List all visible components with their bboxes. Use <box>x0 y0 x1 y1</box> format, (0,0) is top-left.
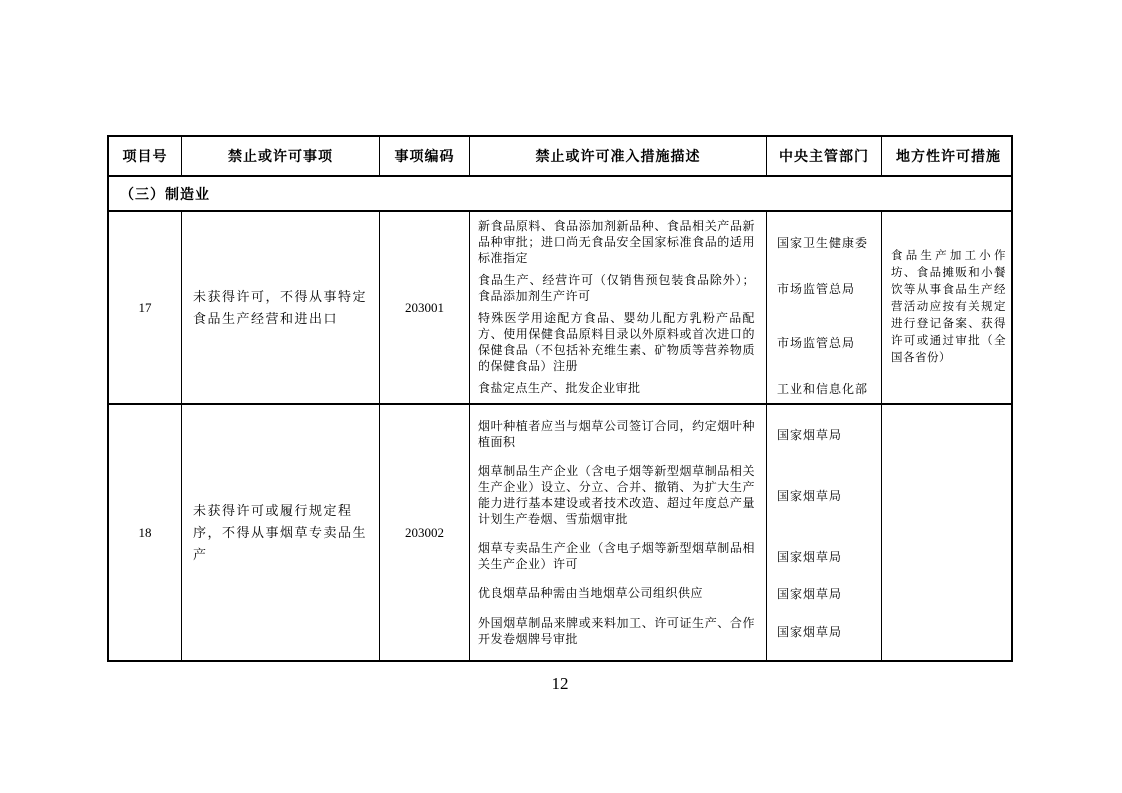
row-item-code: 203001 <box>380 212 470 403</box>
row-measures-and-departments <box>470 405 882 660</box>
section-title: （三）制造业 <box>120 187 210 203</box>
measure-description: 特殊医学用途配方食品、婴幼儿配方乳粉产品配方、使用保健食品原料目录以外原料或首次进口的保健食品（不包括补充维生素、矿物质等营养物质的保健食品）注册 <box>478 311 755 373</box>
central-department: 市场监管总局 <box>777 335 856 350</box>
negative-list-table <box>107 135 1013 662</box>
measure-description: 外国烟草制品来牌或来料加工、许可证生产、合作开发卷烟牌号审批 <box>478 616 755 646</box>
col-header-item-no: 项目号 <box>109 137 182 175</box>
col-header-local-measures: 地方性许可措施 <box>896 150 1001 165</box>
measure-description: 新食品原料、食品添加剂新品种、食品相关产品新品种审批；进口尚无食品安全国家标准食品的适用标准指定 <box>478 219 755 265</box>
central-department: 国家烟草局 <box>777 624 843 639</box>
measure-description: 烟叶种植者应当与烟草公司签订合同，约定烟叶种植面积 <box>478 419 755 449</box>
row-item-no: 17 <box>109 212 182 403</box>
measures-grid <box>470 212 881 403</box>
row-local-measures <box>882 405 1015 660</box>
measure-description: 优良烟草品种需由当地烟草公司组织供应 <box>478 586 704 600</box>
section-row-manufacturing <box>109 177 1011 212</box>
row-item-code: 203002 <box>380 405 470 660</box>
measures-grid <box>470 405 881 660</box>
central-department: 国家烟草局 <box>777 427 843 442</box>
measure-description: 食品生产、经营许可（仅销售预包装食品除外）；食品添加剂生产许可 <box>478 273 755 303</box>
col-header-item-code: 事项编码 <box>380 137 470 175</box>
measure-description: 烟草专卖品生产企业（含电子烟等新型烟草制品相关生产企业）许可 <box>478 541 755 571</box>
row-item-no: 18 <box>109 405 182 660</box>
col-header-measure-description: 禁止或许可准入措施描述 <box>470 137 767 175</box>
page-number: 12 <box>551 674 569 693</box>
measure-description: 烟草制品生产企业（含电子烟等新型烟草制品相关生产企业）设立、分立、合并、撤销、为扩大生产能力进行基本建设或者技术改造、超过年度总产量计划生产卷烟、雪茄烟审批 <box>478 464 755 526</box>
row-local-measures: 食品生产加工小作坊、食品摊贩和小餐饮等从事食品生产经营活动应按有关规定进行登记备案、获得许可或通过审批（全国各省份） <box>891 250 1006 364</box>
row-measures-and-departments <box>470 212 882 403</box>
central-department: 国家卫生健康委 <box>777 235 869 250</box>
col-header-prohibited-item: 禁止或许可事项 <box>182 137 380 175</box>
col-header-central-department: 中央主管部门 <box>767 137 882 175</box>
measure-description: 食盐定点生产、批发企业审批 <box>478 381 641 395</box>
central-department: 工业和信息化部 <box>777 382 869 396</box>
central-department: 国家烟草局 <box>777 488 843 503</box>
central-department: 市场监管总局 <box>777 281 856 296</box>
table-row <box>109 405 1011 660</box>
row-prohibited-item: 未获得许可或履行规定程序，不得从事烟草专卖品生产 <box>182 405 380 660</box>
central-department: 国家烟草局 <box>777 549 843 564</box>
central-department: 国家烟草局 <box>777 587 843 601</box>
row-prohibited-item: 未获得许可，不得从事特定食品生产经营和进出口 <box>182 212 380 403</box>
table-row <box>109 212 1011 405</box>
table-header-row <box>109 137 1011 177</box>
